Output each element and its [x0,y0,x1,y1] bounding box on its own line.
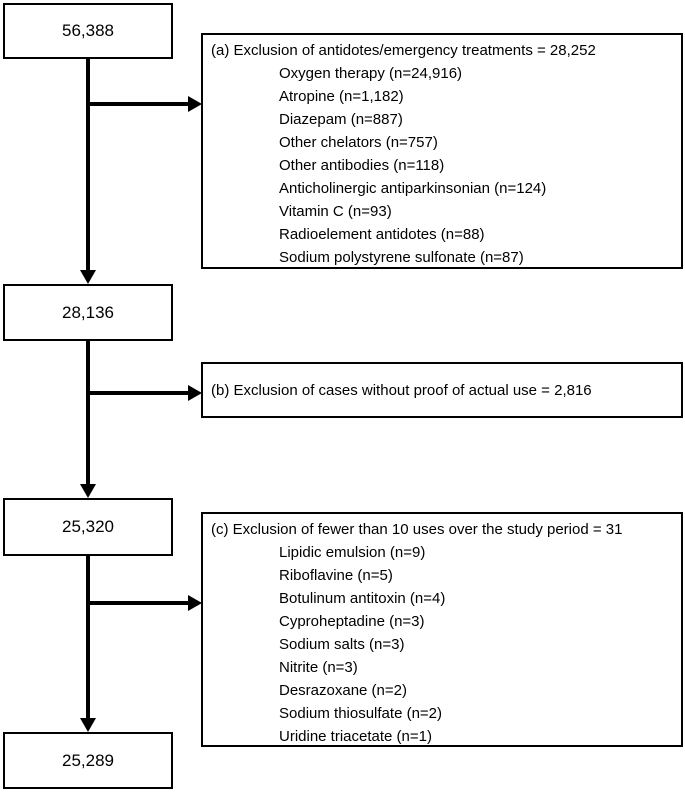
exclusion-box-a [201,33,683,269]
count-label: 28,136 [62,302,114,322]
count-label: 56,388 [62,21,114,40]
exclusion-item: Botulinum antitoxin (n=4) [279,590,446,607]
exclusion-item: Atropine (n=1,182) [279,88,404,105]
exclusion-box-a-content [203,35,681,271]
exclusion-heading: (c) Exclusion of fewer than 10 uses over the study period = 31 [211,521,623,538]
count-box-initial [3,3,173,59]
exclusion-item: Riboflavine (n=5) [279,567,393,584]
exclusion-item: Other chelators (n=757) [279,134,438,151]
count-label: 25,320 [62,517,114,536]
exclusion-item: Vitamin C (n=93) [279,203,392,220]
exclusion-box-c [201,512,683,747]
exclusion-item: Radioelement antidotes (n=88) [279,226,485,243]
arrow-branch-b [86,385,202,401]
exclusion-item: Lipidic emulsion (n=9) [279,544,426,561]
exclusion-box-c-content [203,514,681,750]
exclusion-item: Sodium thiosulfate (n=2) [279,705,443,722]
exclusion-item: Oxygen therapy (n=24,916) [279,65,463,82]
exclusion-item: Diazepam (n=887) [279,111,403,128]
count-label: 25,289 [62,750,114,770]
exclusion-item: Desrazoxane (n=2) [279,682,407,699]
exclusion-item: Anticholinergic antiparkinsonian (n=124) [279,180,547,197]
arrow-node1-node2 [80,57,96,284]
exclusion-heading: (b) Exclusion of cases without proof of actual use = 2,816 [211,381,592,399]
count-box-final [3,732,173,789]
arrow-branch-a [86,96,202,112]
count-box-after-a [3,284,173,341]
exclusion-item: Uridine triacetate (n=1) [279,728,432,745]
exclusion-item: Sodium salts (n=3) [279,636,405,653]
count-box-after-b [3,498,173,556]
exclusion-item: Other antibodies (n=118) [279,157,445,174]
exclusion-box-b [201,362,683,418]
exclusion-item: Nitrite (n=3) [279,659,358,676]
arrow-node2-node3 [80,340,96,498]
arrow-node3-node4 [80,555,96,732]
exclusion-item: Sodium polystyrene sulfonate (n=87) [279,249,524,266]
exclusion-item: Cyproheptadine (n=3) [279,613,425,630]
arrow-branch-c [86,595,202,611]
exclusion-heading: (a) Exclusion of antidotes/emergency treatments = 28,252 [211,42,596,59]
